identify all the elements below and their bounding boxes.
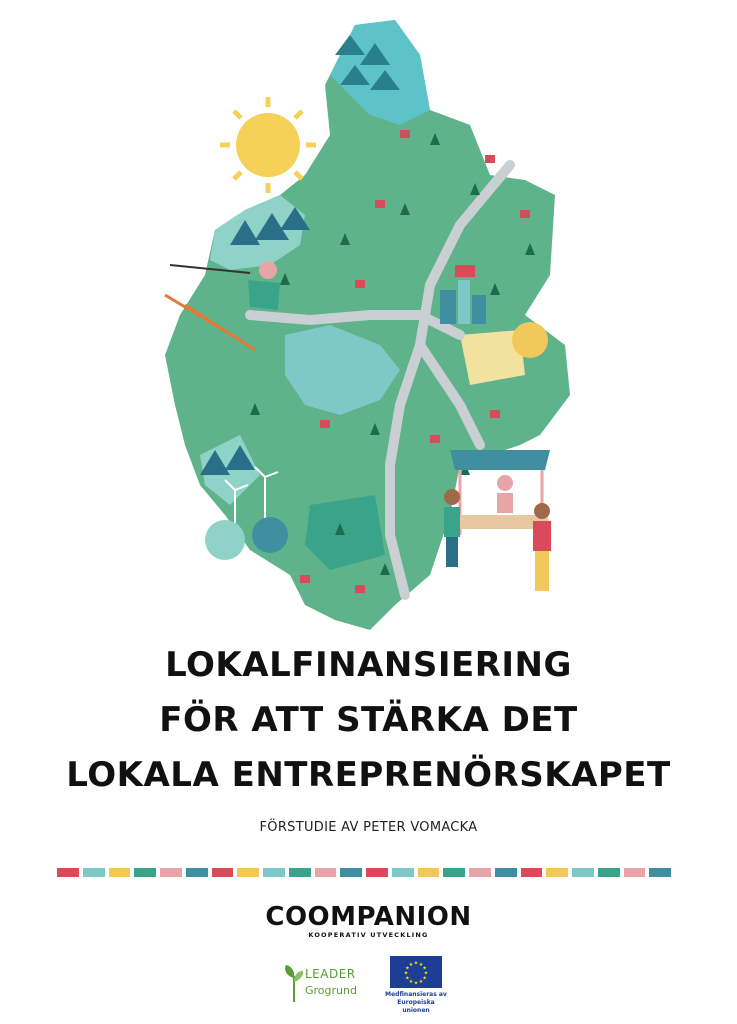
stripe-segment <box>443 868 465 877</box>
color-stripe <box>57 868 671 877</box>
stripe-segment <box>109 868 131 877</box>
stripe-segment <box>418 868 440 877</box>
stripe-segment <box>546 868 568 877</box>
eu-star: ★ <box>418 979 424 986</box>
stripe-segment <box>57 868 79 877</box>
eu-star: ★ <box>413 980 419 987</box>
eu-star: ★ <box>408 979 414 986</box>
coompanion-logo <box>0 902 737 939</box>
sprout-icon <box>283 962 305 1002</box>
stripe-segment <box>289 868 311 877</box>
leader-logo <box>283 962 373 1004</box>
eu-star: ★ <box>413 960 419 967</box>
stripe-segment <box>572 868 594 877</box>
stripe-segment <box>134 868 156 877</box>
eu-star: ★ <box>403 970 409 977</box>
eu-star: ★ <box>423 970 429 977</box>
stripe-segment <box>237 868 259 877</box>
leader-name: LEADER <box>305 967 356 981</box>
stripe-segment <box>160 868 182 877</box>
subtitle: FÖRSTUDIE AV PETER VOMACKA <box>259 820 478 835</box>
market-stall <box>444 450 551 591</box>
stripe-segment <box>392 868 414 877</box>
stripe-segment <box>263 868 285 877</box>
region-map-illustration <box>130 15 590 630</box>
stripe-segment <box>212 868 234 877</box>
stripe-segment <box>624 868 646 877</box>
stripe-segment <box>186 868 208 877</box>
stripe-segment <box>521 868 543 877</box>
eu-star: ★ <box>422 965 427 972</box>
eu-flag-icon <box>390 956 442 988</box>
stripe-segment <box>598 868 620 877</box>
title-line-1: LOKALFINANSIERING <box>165 645 572 685</box>
eu-star: ★ <box>408 961 414 968</box>
eu-caption: Medfinansieras av Europeiska unionen <box>385 991 447 1014</box>
stripe-segment <box>469 868 491 877</box>
stripe-segment <box>366 868 388 877</box>
title-line-3: LOKALA ENTREPRENÖRSKAPET <box>66 755 671 795</box>
stripe-segment <box>315 868 337 877</box>
sun <box>236 113 300 177</box>
eu-star: ★ <box>405 975 410 982</box>
coompanion-tagline: KOOPERATIV UTVECKLING <box>308 931 429 939</box>
eu-stars-icon <box>390 956 442 988</box>
eu-star: ★ <box>405 965 410 972</box>
leader-region: Grogrund <box>305 984 357 997</box>
eu-logo <box>384 956 448 1018</box>
eu-star: ★ <box>418 961 424 968</box>
stripe-segment <box>340 868 362 877</box>
stripe-segment <box>83 868 105 877</box>
eu-star: ★ <box>422 975 427 982</box>
stripe-segment <box>649 868 671 877</box>
title-line-2: FÖR ATT STÄRKA DET <box>159 700 578 740</box>
stripe-segment <box>495 868 517 877</box>
coompanion-name: COOMPANION <box>265 902 472 932</box>
